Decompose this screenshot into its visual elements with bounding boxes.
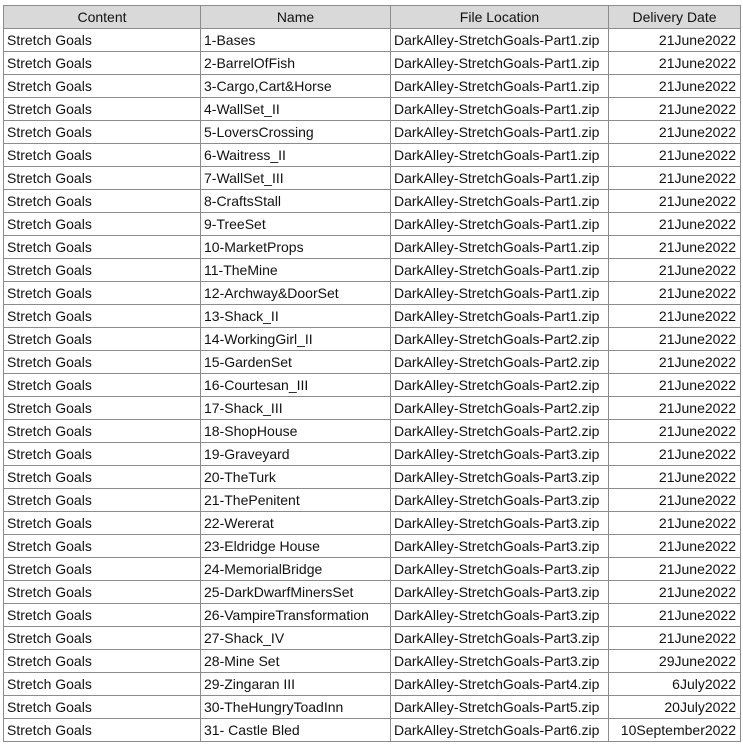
cell-delivery-date[interactable]: 10September2022 xyxy=(609,719,741,742)
table-row xyxy=(4,75,741,98)
cell-delivery-date[interactable]: 21June2022 xyxy=(609,167,741,190)
cell-delivery-date[interactable]: 21June2022 xyxy=(609,443,741,466)
cell-name[interactable]: 24-MemorialBridge xyxy=(201,558,391,581)
cell-delivery-date[interactable]: 21June2022 xyxy=(609,305,741,328)
table-row xyxy=(4,167,741,190)
cell-name[interactable]: 22-Wererat xyxy=(201,512,391,535)
cell-file-location[interactable]: DarkAlley-StretchGoals-Part3.zip xyxy=(391,604,609,627)
table-row xyxy=(4,328,741,351)
table-row xyxy=(4,443,741,466)
cell-file-location[interactable]: DarkAlley-StretchGoals-Part1.zip xyxy=(391,282,609,305)
cell-content[interactable]: Stretch Goals xyxy=(4,627,201,650)
cell-name[interactable]: 16-Courtesan_III xyxy=(201,374,391,397)
cell-content[interactable]: Stretch Goals xyxy=(4,489,201,512)
table-row xyxy=(4,98,741,121)
table-row xyxy=(4,673,741,696)
cell-content[interactable]: Stretch Goals xyxy=(4,121,201,144)
cell-name[interactable]: 29-Zingaran III xyxy=(201,673,391,696)
table-row xyxy=(4,397,741,420)
cell-delivery-date[interactable]: 21June2022 xyxy=(609,627,741,650)
cell-name[interactable]: 26-VampireTransformation xyxy=(201,604,391,627)
cell-file-location[interactable]: DarkAlley-StretchGoals-Part2.zip xyxy=(391,397,609,420)
cell-content[interactable]: Stretch Goals xyxy=(4,650,201,673)
cell-delivery-date[interactable]: 29June2022 xyxy=(609,650,741,673)
cell-file-location[interactable]: DarkAlley-StretchGoals-Part2.zip xyxy=(391,351,609,374)
cell-content[interactable]: Stretch Goals xyxy=(4,167,201,190)
cell-delivery-date[interactable]: 21June2022 xyxy=(609,374,741,397)
table-row xyxy=(4,236,741,259)
header-content[interactable]: Content xyxy=(4,6,201,29)
table-row xyxy=(4,650,741,673)
cell-name[interactable]: 3-Cargo,Cart&Horse xyxy=(201,75,391,98)
cell-name[interactable]: 18-ShopHouse xyxy=(201,420,391,443)
cell-content[interactable]: Stretch Goals xyxy=(4,719,201,742)
cell-file-location[interactable]: DarkAlley-StretchGoals-Part3.zip xyxy=(391,466,609,489)
cell-content[interactable]: Stretch Goals xyxy=(4,75,201,98)
cell-name[interactable]: 19-Graveyard xyxy=(201,443,391,466)
table-row xyxy=(4,52,741,75)
cell-delivery-date[interactable]: 21June2022 xyxy=(609,259,741,282)
cell-content[interactable]: Stretch Goals xyxy=(4,236,201,259)
cell-file-location[interactable]: DarkAlley-StretchGoals-Part1.zip xyxy=(391,121,609,144)
cell-file-location[interactable]: DarkAlley-StretchGoals-Part1.zip xyxy=(391,144,609,167)
cell-content[interactable]: Stretch Goals xyxy=(4,558,201,581)
cell-name[interactable]: 25-DarkDwarfMinersSet xyxy=(201,581,391,604)
cell-delivery-date[interactable]: 6July2022 xyxy=(609,673,741,696)
header-row xyxy=(4,6,741,29)
cell-file-location[interactable]: DarkAlley-StretchGoals-Part3.zip xyxy=(391,443,609,466)
cell-name[interactable]: 4-WallSet_II xyxy=(201,98,391,121)
cell-name[interactable]: 15-GardenSet xyxy=(201,351,391,374)
cell-name[interactable]: 17-Shack_III xyxy=(201,397,391,420)
header-delivery-date[interactable]: Delivery Date xyxy=(609,6,741,29)
table-row xyxy=(4,213,741,236)
table-row xyxy=(4,489,741,512)
cell-content[interactable]: Stretch Goals xyxy=(4,190,201,213)
table-row xyxy=(4,29,741,52)
cell-file-location[interactable]: DarkAlley-StretchGoals-Part3.zip xyxy=(391,535,609,558)
cell-file-location[interactable]: DarkAlley-StretchGoals-Part3.zip xyxy=(391,558,609,581)
cell-content[interactable]: Stretch Goals xyxy=(4,305,201,328)
table-row xyxy=(4,627,741,650)
cell-name[interactable]: 2-BarrelOfFish xyxy=(201,52,391,75)
cell-file-location[interactable]: DarkAlley-StretchGoals-Part1.zip xyxy=(391,305,609,328)
cell-file-location[interactable]: DarkAlley-StretchGoals-Part1.zip xyxy=(391,52,609,75)
cell-content[interactable]: Stretch Goals xyxy=(4,696,201,719)
cell-delivery-date[interactable]: 21June2022 xyxy=(609,581,741,604)
cell-delivery-date[interactable]: 21June2022 xyxy=(609,236,741,259)
cell-name[interactable]: 13-Shack_II xyxy=(201,305,391,328)
table-row xyxy=(4,121,741,144)
cell-delivery-date[interactable]: 21June2022 xyxy=(609,29,741,52)
cell-delivery-date[interactable]: 21June2022 xyxy=(609,190,741,213)
cell-delivery-date[interactable]: 21June2022 xyxy=(609,558,741,581)
cell-file-location[interactable]: DarkAlley-StretchGoals-Part2.zip xyxy=(391,328,609,351)
cell-content[interactable]: Stretch Goals xyxy=(4,581,201,604)
cell-delivery-date[interactable]: 21June2022 xyxy=(609,351,741,374)
table-row xyxy=(4,190,741,213)
cell-name[interactable]: 20-TheTurk xyxy=(201,466,391,489)
cell-content[interactable]: Stretch Goals xyxy=(4,420,201,443)
table-row xyxy=(4,144,741,167)
cell-name[interactable]: 21-ThePenitent xyxy=(201,489,391,512)
cell-name[interactable]: 28-Mine Set xyxy=(201,650,391,673)
table-row xyxy=(4,604,741,627)
cell-name[interactable]: 10-MarketProps xyxy=(201,236,391,259)
cell-name[interactable]: 9-TreeSet xyxy=(201,213,391,236)
cell-name[interactable]: 6-Waitress_II xyxy=(201,144,391,167)
cell-name[interactable]: 1-Bases xyxy=(201,29,391,52)
cell-file-location[interactable]: DarkAlley-StretchGoals-Part5.zip xyxy=(391,696,609,719)
cell-content[interactable]: Stretch Goals xyxy=(4,52,201,75)
cell-content[interactable]: Stretch Goals xyxy=(4,328,201,351)
cell-file-location[interactable]: DarkAlley-StretchGoals-Part3.zip xyxy=(391,581,609,604)
cell-file-location[interactable]: DarkAlley-StretchGoals-Part3.zip xyxy=(391,512,609,535)
cell-name[interactable]: 5-LoversCrossing xyxy=(201,121,391,144)
cell-content[interactable]: Stretch Goals xyxy=(4,351,201,374)
cell-delivery-date[interactable]: 21June2022 xyxy=(609,328,741,351)
cell-content[interactable]: Stretch Goals xyxy=(4,144,201,167)
cell-name[interactable]: 12-Archway&DoorSet xyxy=(201,282,391,305)
cell-name[interactable]: 14-WorkingGirl_II xyxy=(201,328,391,351)
cell-delivery-date[interactable]: 21June2022 xyxy=(609,397,741,420)
cell-name[interactable]: 30-TheHungryToadInn xyxy=(201,696,391,719)
cell-name[interactable]: 31- Castle Bled xyxy=(201,719,391,742)
table-row xyxy=(4,282,741,305)
table-row xyxy=(4,535,741,558)
cell-content[interactable]: Stretch Goals xyxy=(4,535,201,558)
cell-delivery-date[interactable]: 21June2022 xyxy=(609,52,741,75)
cell-file-location[interactable]: DarkAlley-StretchGoals-Part2.zip xyxy=(391,420,609,443)
cell-file-location[interactable]: DarkAlley-StretchGoals-Part1.zip xyxy=(391,236,609,259)
table-row xyxy=(4,696,741,719)
cell-name[interactable]: 23-Eldridge House xyxy=(201,535,391,558)
cell-delivery-date[interactable]: 21June2022 xyxy=(609,535,741,558)
cell-file-location[interactable]: DarkAlley-StretchGoals-Part1.zip xyxy=(391,190,609,213)
header-file-location[interactable]: File Location xyxy=(391,6,609,29)
table-row xyxy=(4,305,741,328)
cell-file-location[interactable]: DarkAlley-StretchGoals-Part1.zip xyxy=(391,259,609,282)
cell-name[interactable]: 8-CraftsStall xyxy=(201,190,391,213)
cell-name[interactable]: 27-Shack_IV xyxy=(201,627,391,650)
table-row xyxy=(4,558,741,581)
cell-content[interactable]: Stretch Goals xyxy=(4,259,201,282)
table-body xyxy=(4,29,741,742)
cell-content[interactable]: Stretch Goals xyxy=(4,466,201,489)
table-row xyxy=(4,581,741,604)
cell-file-location[interactable]: DarkAlley-StretchGoals-Part1.zip xyxy=(391,213,609,236)
cell-delivery-date[interactable]: 20July2022 xyxy=(609,696,741,719)
table-row xyxy=(4,512,741,535)
cell-file-location[interactable]: DarkAlley-StretchGoals-Part2.zip xyxy=(391,374,609,397)
cell-file-location[interactable]: DarkAlley-StretchGoals-Part3.zip xyxy=(391,650,609,673)
cell-file-location[interactable]: DarkAlley-StretchGoals-Part3.zip xyxy=(391,489,609,512)
cell-delivery-date[interactable]: 21June2022 xyxy=(609,121,741,144)
cell-content[interactable]: Stretch Goals xyxy=(4,512,201,535)
table-row xyxy=(4,719,741,742)
cell-delivery-date[interactable]: 21June2022 xyxy=(609,213,741,236)
cell-content[interactable]: Stretch Goals xyxy=(4,443,201,466)
cell-file-location[interactable]: DarkAlley-StretchGoals-Part1.zip xyxy=(391,75,609,98)
cell-name[interactable]: 7-WallSet_III xyxy=(201,167,391,190)
cell-name[interactable]: 11-TheMine xyxy=(201,259,391,282)
cell-delivery-date[interactable]: 21June2022 xyxy=(609,98,741,121)
cell-content[interactable]: Stretch Goals xyxy=(4,213,201,236)
cell-file-location[interactable]: DarkAlley-StretchGoals-Part3.zip xyxy=(391,627,609,650)
cell-content[interactable]: Stretch Goals xyxy=(4,98,201,121)
delivery-table xyxy=(3,5,741,742)
table-row xyxy=(4,466,741,489)
cell-delivery-date[interactable]: 21June2022 xyxy=(609,604,741,627)
cell-delivery-date[interactable]: 21June2022 xyxy=(609,282,741,305)
cell-file-location[interactable]: DarkAlley-StretchGoals-Part1.zip xyxy=(391,167,609,190)
cell-delivery-date[interactable]: 21June2022 xyxy=(609,144,741,167)
cell-file-location[interactable]: DarkAlley-StretchGoals-Part1.zip xyxy=(391,98,609,121)
cell-delivery-date[interactable]: 21June2022 xyxy=(609,512,741,535)
cell-content[interactable]: Stretch Goals xyxy=(4,374,201,397)
cell-delivery-date[interactable]: 21June2022 xyxy=(609,420,741,443)
cell-content[interactable]: Stretch Goals xyxy=(4,29,201,52)
table-row xyxy=(4,259,741,282)
cell-content[interactable]: Stretch Goals xyxy=(4,604,201,627)
cell-delivery-date[interactable]: 21June2022 xyxy=(609,489,741,512)
cell-file-location[interactable]: DarkAlley-StretchGoals-Part1.zip xyxy=(391,29,609,52)
table-row xyxy=(4,374,741,397)
cell-delivery-date[interactable]: 21June2022 xyxy=(609,466,741,489)
cell-file-location[interactable]: DarkAlley-StretchGoals-Part4.zip xyxy=(391,673,609,696)
cell-delivery-date[interactable]: 21June2022 xyxy=(609,75,741,98)
header-name[interactable]: Name xyxy=(201,6,391,29)
cell-file-location[interactable]: DarkAlley-StretchGoals-Part6.zip xyxy=(391,719,609,742)
table-row xyxy=(4,420,741,443)
cell-content[interactable]: Stretch Goals xyxy=(4,397,201,420)
cell-content[interactable]: Stretch Goals xyxy=(4,673,201,696)
cell-content[interactable]: Stretch Goals xyxy=(4,282,201,305)
table-row xyxy=(4,351,741,374)
